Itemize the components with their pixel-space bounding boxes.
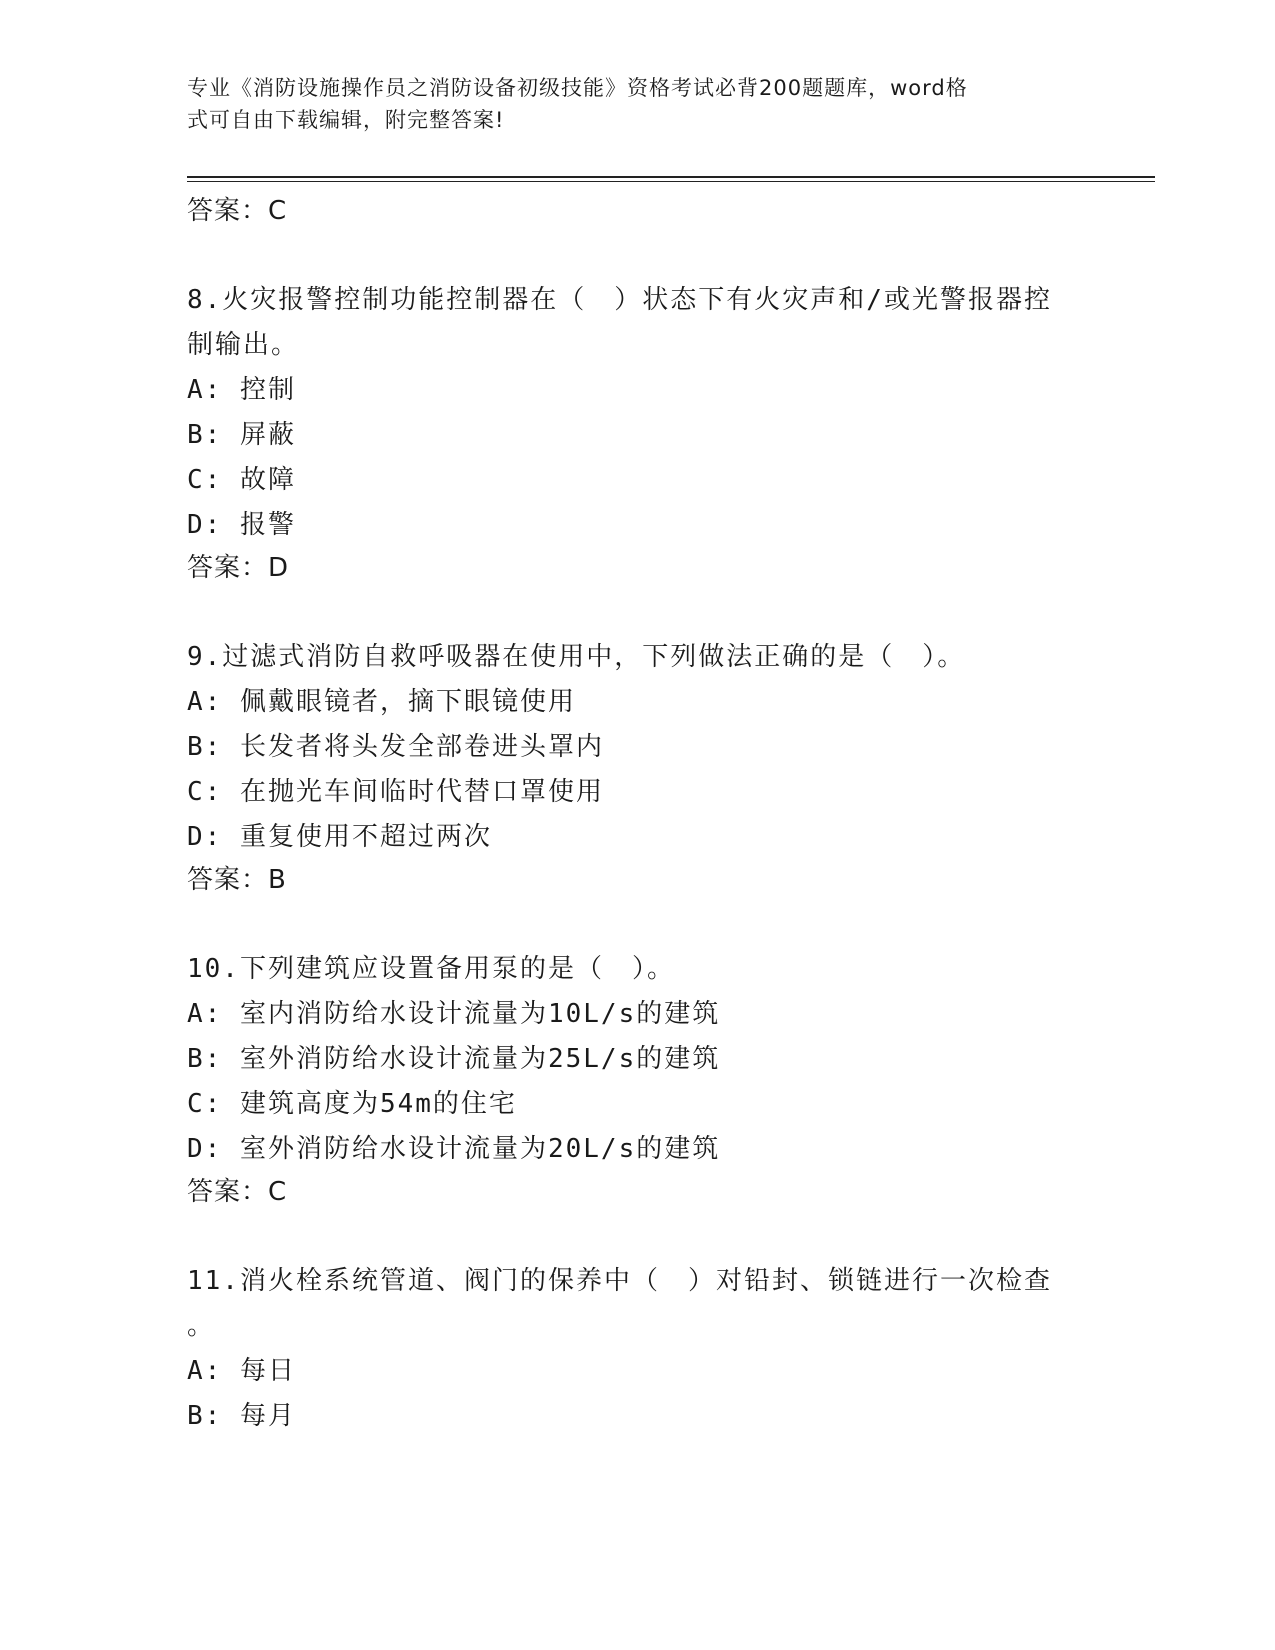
question-text: 11.消火栓系统管道、阀门的保养中（ ）对铅封、锁链进行一次检查 [187,1266,1052,1296]
header-divider-thick [187,176,1155,178]
question-11 [187,1259,1087,1439]
question-list [187,191,1087,1439]
option-b: B: 屏蔽 [187,420,296,450]
option-d: D: 室外消防给水设计流量为20L/s的建筑 [187,1134,721,1164]
option-d: D: 报警 [187,510,296,540]
option-c: C: 在抛光车间临时代替口罩使用 [187,777,604,807]
option-b: B: 长发者将头发全部卷进头罩内 [187,732,604,762]
option-a: A: 每日 [187,1356,296,1386]
option-a: A: 控制 [187,375,296,405]
option-a: A: 佩戴眼镜者，摘下眼镜使用 [187,687,576,717]
answer: 答案：B [187,865,287,895]
option-b: B: 室外消防给水设计流量为25L/s的建筑 [187,1044,721,1074]
answer: 答案：C [187,1177,288,1207]
question-8 [187,278,1087,588]
header-line-1: 专业《消防设施操作员之消防设备初级技能》资格考试必背200题题库，word格 [187,76,968,100]
option-b: B: 每月 [187,1401,296,1431]
question-10 [187,947,1087,1212]
option-c: C: 故障 [187,465,296,495]
question-9 [187,635,1087,900]
header-line-2: 式可自由下载编辑，附完整答案! [187,108,505,132]
answer: 答案：D [187,553,290,583]
document-header [187,72,1067,136]
option-d: D: 重复使用不超过两次 [187,822,492,852]
question-text: 10.下列建筑应设置备用泵的是（ ）。 [187,954,675,984]
question-text-continued: 。 [187,1311,216,1341]
previous-answer: 答案：C [187,196,288,226]
question-text: 9.过滤式消防自救呼吸器在使用中，下列做法正确的是（ ）。 [187,642,966,672]
question-text: 8.火灾报警控制功能控制器在（ ）状态下有火灾声和/或光警报器控 [187,285,1052,315]
option-c: C: 建筑高度为54m的住宅 [187,1089,517,1119]
header-divider-thin [187,181,1155,182]
question-text-continued: 制输出。 [187,330,300,360]
option-a: A: 室内消防给水设计流量为10L/s的建筑 [187,999,721,1029]
